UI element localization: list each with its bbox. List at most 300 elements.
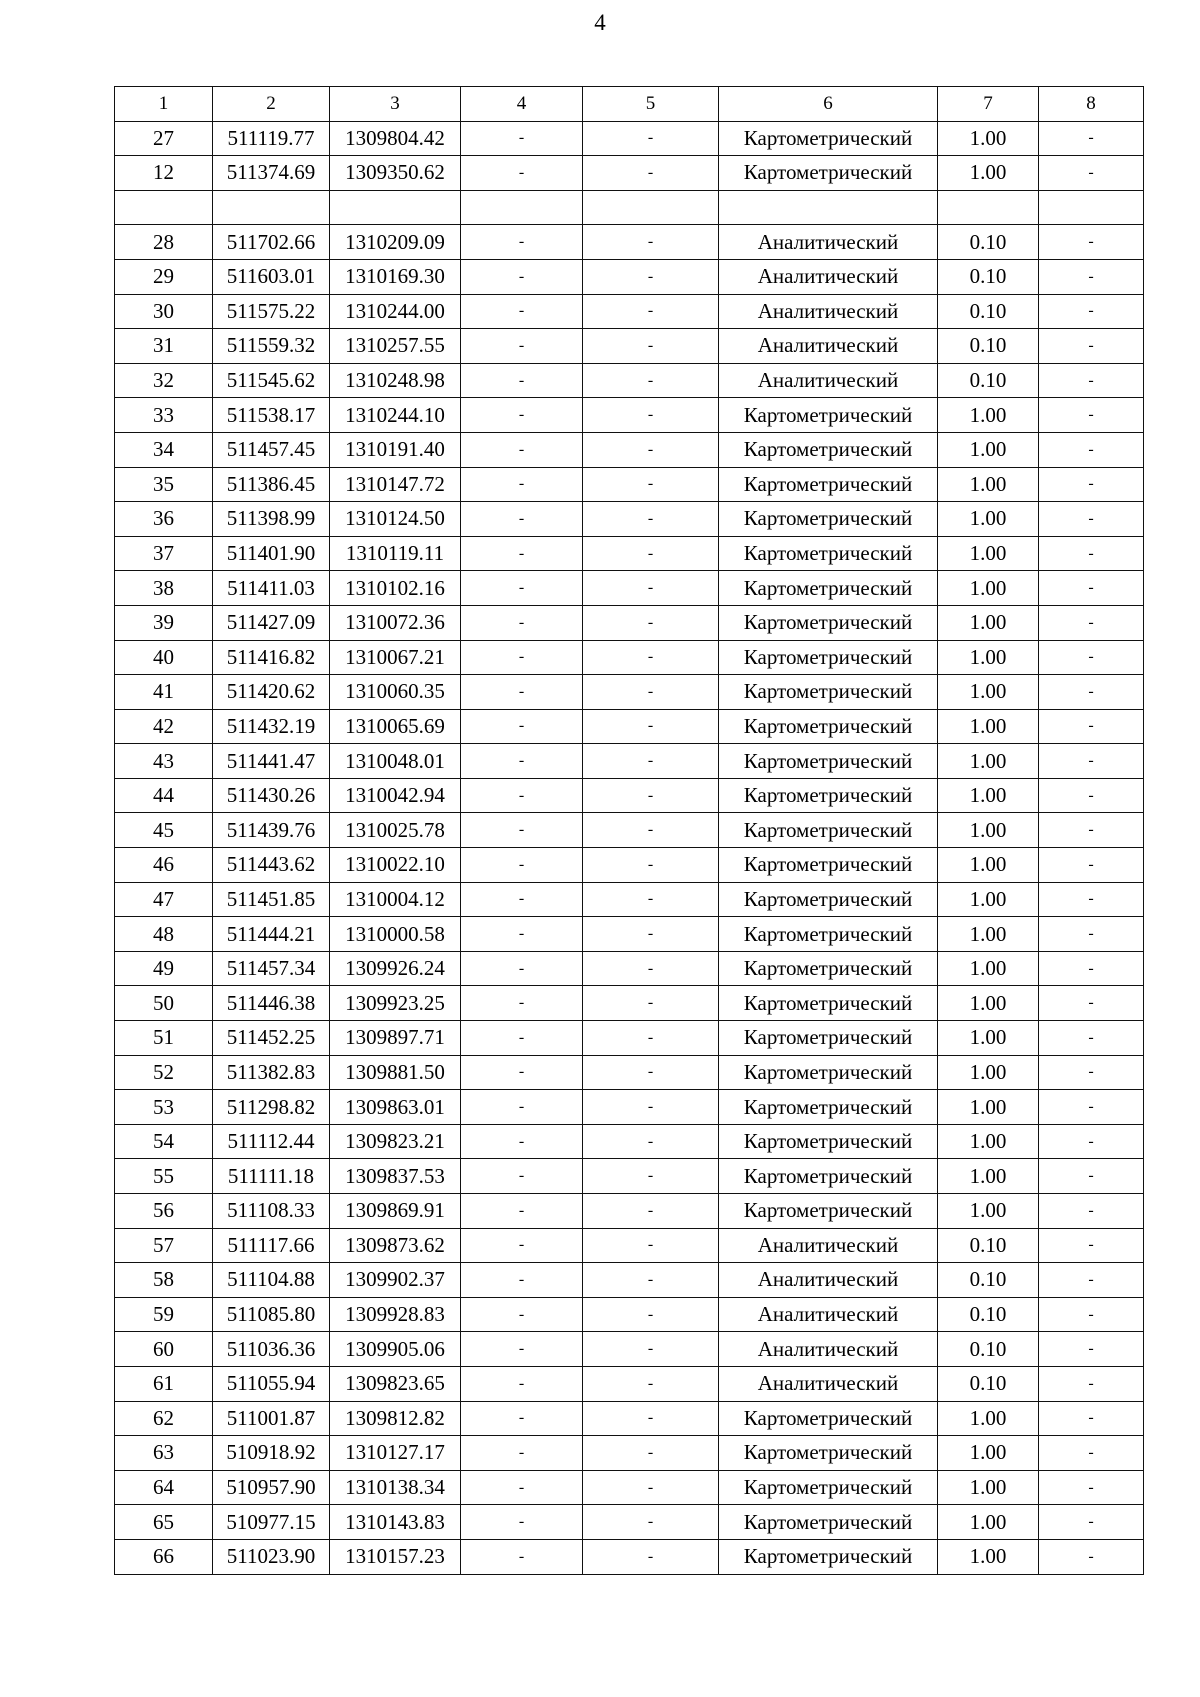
- column-8-cell: -: [1039, 1505, 1144, 1540]
- x-coordinate-cell: 511446.38: [213, 986, 330, 1021]
- column-5-cell: -: [583, 1090, 719, 1125]
- column-5-cell: -: [583, 571, 719, 606]
- point-number-cell: 64: [115, 1470, 213, 1505]
- method-cell: Картометрический: [719, 398, 938, 433]
- accuracy-cell: 1.00: [938, 640, 1039, 675]
- y-coordinate-cell: [330, 190, 461, 225]
- y-coordinate-cell: 1309823.21: [330, 1124, 461, 1159]
- method-cell: Аналитический: [719, 1366, 938, 1401]
- method-cell: Картометрический: [719, 536, 938, 571]
- x-coordinate-cell: 511444.21: [213, 917, 330, 952]
- column-5-cell: -: [583, 121, 719, 156]
- point-number-cell: [115, 190, 213, 225]
- table-row: [115, 882, 1144, 917]
- column-5-cell: -: [583, 778, 719, 813]
- table-row: [115, 1436, 1144, 1471]
- accuracy-cell: 1.00: [938, 156, 1039, 191]
- column-4-cell: -: [461, 744, 583, 779]
- accuracy-cell: 1.00: [938, 813, 1039, 848]
- accuracy-cell: 1.00: [938, 1124, 1039, 1159]
- column-5-cell: -: [583, 1055, 719, 1090]
- column-4-cell: -: [461, 1436, 583, 1471]
- x-coordinate-cell: 511111.18: [213, 1159, 330, 1194]
- column-4-cell: -: [461, 502, 583, 537]
- accuracy-cell: 1.00: [938, 1470, 1039, 1505]
- table-row: [115, 640, 1144, 675]
- point-number-cell: 47: [115, 882, 213, 917]
- point-number-cell: 62: [115, 1401, 213, 1436]
- y-coordinate-cell: 1310067.21: [330, 640, 461, 675]
- method-cell: Картометрический: [719, 502, 938, 537]
- method-cell: Картометрический: [719, 1436, 938, 1471]
- column-8-cell: -: [1039, 1470, 1144, 1505]
- column-5-cell: -: [583, 951, 719, 986]
- column-4-cell: -: [461, 675, 583, 710]
- x-coordinate-cell: 511108.33: [213, 1194, 330, 1229]
- x-coordinate-cell: 510918.92: [213, 1436, 330, 1471]
- table-row: [115, 363, 1144, 398]
- table-row: [115, 1090, 1144, 1125]
- column-8-cell: -: [1039, 571, 1144, 606]
- column-8-cell: -: [1039, 156, 1144, 191]
- column-5-cell: -: [583, 1539, 719, 1574]
- method-cell: Аналитический: [719, 225, 938, 260]
- column-5-cell: -: [583, 1332, 719, 1367]
- column-4-cell: -: [461, 1505, 583, 1540]
- y-coordinate-cell: 1310248.98: [330, 363, 461, 398]
- accuracy-cell: 1.00: [938, 536, 1039, 571]
- y-coordinate-cell: 1309902.37: [330, 1263, 461, 1298]
- accuracy-cell: 1.00: [938, 605, 1039, 640]
- table-row: [115, 1470, 1144, 1505]
- column-5-cell: -: [583, 1297, 719, 1332]
- y-coordinate-cell: 1309897.71: [330, 1021, 461, 1056]
- accuracy-cell: 0.10: [938, 1366, 1039, 1401]
- column-5-cell: -: [583, 1401, 719, 1436]
- column-4-cell: -: [461, 1263, 583, 1298]
- column-4-cell: -: [461, 1090, 583, 1125]
- column-8-cell: -: [1039, 675, 1144, 710]
- column-4-cell: -: [461, 363, 583, 398]
- point-number-cell: 30: [115, 294, 213, 329]
- point-number-cell: 27: [115, 121, 213, 156]
- x-coordinate-cell: 511427.09: [213, 605, 330, 640]
- column-8-cell: -: [1039, 467, 1144, 502]
- column-5-cell: -: [583, 1194, 719, 1229]
- point-number-cell: 44: [115, 778, 213, 813]
- x-coordinate-cell: 511451.85: [213, 882, 330, 917]
- y-coordinate-cell: 1309869.91: [330, 1194, 461, 1229]
- table-row: [115, 986, 1144, 1021]
- column-8-cell: -: [1039, 1021, 1144, 1056]
- table-body: [115, 121, 1144, 1574]
- table-row: [115, 778, 1144, 813]
- x-coordinate-cell: 511398.99: [213, 502, 330, 537]
- y-coordinate-cell: 1309837.53: [330, 1159, 461, 1194]
- y-coordinate-cell: 1310127.17: [330, 1436, 461, 1471]
- x-coordinate-cell: 510957.90: [213, 1470, 330, 1505]
- column-4-cell: -: [461, 1470, 583, 1505]
- table-row: [115, 813, 1144, 848]
- column-8-cell: -: [1039, 882, 1144, 917]
- accuracy-cell: 1.00: [938, 882, 1039, 917]
- accuracy-cell: 0.10: [938, 363, 1039, 398]
- column-8-cell: -: [1039, 1366, 1144, 1401]
- y-coordinate-cell: 1310042.94: [330, 778, 461, 813]
- point-number-cell: 43: [115, 744, 213, 779]
- column-4-cell: -: [461, 156, 583, 191]
- x-coordinate-cell: 511001.87: [213, 1401, 330, 1436]
- column-4-cell: -: [461, 1159, 583, 1194]
- accuracy-cell: 1.00: [938, 986, 1039, 1021]
- point-number-cell: 36: [115, 502, 213, 537]
- x-coordinate-cell: 511119.77: [213, 121, 330, 156]
- table-row: [115, 605, 1144, 640]
- method-cell: Картометрический: [719, 1194, 938, 1229]
- point-number-cell: 29: [115, 259, 213, 294]
- table-row: [115, 675, 1144, 710]
- x-coordinate-cell: 511452.25: [213, 1021, 330, 1056]
- x-coordinate-cell: 511023.90: [213, 1539, 330, 1574]
- method-cell: Картометрический: [719, 1124, 938, 1159]
- column-8-cell: [1039, 190, 1144, 225]
- column-4-cell: -: [461, 536, 583, 571]
- column-header-1: 1: [115, 87, 213, 122]
- method-cell: Аналитический: [719, 1297, 938, 1332]
- point-number-cell: 59: [115, 1297, 213, 1332]
- column-8-cell: -: [1039, 1090, 1144, 1125]
- table-row: [115, 121, 1144, 156]
- column-5-cell: -: [583, 744, 719, 779]
- point-number-cell: 48: [115, 917, 213, 952]
- column-5-cell: -: [583, 1124, 719, 1159]
- column-4-cell: -: [461, 432, 583, 467]
- column-5-cell: -: [583, 709, 719, 744]
- column-5-cell: -: [583, 259, 719, 294]
- column-5-cell: -: [583, 986, 719, 1021]
- y-coordinate-cell: 1310048.01: [330, 744, 461, 779]
- table-row: [115, 1055, 1144, 1090]
- column-5-cell: -: [583, 1228, 719, 1263]
- column-8-cell: -: [1039, 1539, 1144, 1574]
- table-row: [115, 1539, 1144, 1574]
- y-coordinate-cell: 1309923.25: [330, 986, 461, 1021]
- point-number-cell: 51: [115, 1021, 213, 1056]
- table-row: [115, 1124, 1144, 1159]
- accuracy-cell: 1.00: [938, 675, 1039, 710]
- point-number-cell: 40: [115, 640, 213, 675]
- accuracy-cell: 0.10: [938, 1263, 1039, 1298]
- column-5-cell: -: [583, 848, 719, 883]
- x-coordinate-cell: 511411.03: [213, 571, 330, 606]
- column-8-cell: -: [1039, 1263, 1144, 1298]
- column-4-cell: -: [461, 605, 583, 640]
- column-8-cell: -: [1039, 1401, 1144, 1436]
- column-8-cell: -: [1039, 536, 1144, 571]
- accuracy-cell: 0.10: [938, 259, 1039, 294]
- column-4-cell: -: [461, 813, 583, 848]
- column-4-cell: -: [461, 571, 583, 606]
- table-row: [115, 709, 1144, 744]
- table-row: [115, 329, 1144, 364]
- column-8-cell: -: [1039, 398, 1144, 433]
- table-row: [115, 1401, 1144, 1436]
- y-coordinate-cell: 1309804.42: [330, 121, 461, 156]
- table-row: [115, 398, 1144, 433]
- column-4-cell: -: [461, 1194, 583, 1229]
- x-coordinate-cell: 511432.19: [213, 709, 330, 744]
- column-8-cell: -: [1039, 1332, 1144, 1367]
- y-coordinate-cell: 1310124.50: [330, 502, 461, 537]
- accuracy-cell: 1.00: [938, 1090, 1039, 1125]
- column-5-cell: -: [583, 605, 719, 640]
- column-5-cell: -: [583, 502, 719, 537]
- point-number-cell: 32: [115, 363, 213, 398]
- column-8-cell: -: [1039, 363, 1144, 398]
- point-number-cell: 41: [115, 675, 213, 710]
- x-coordinate-cell: [213, 190, 330, 225]
- method-cell: Картометрический: [719, 121, 938, 156]
- accuracy-cell: 0.10: [938, 329, 1039, 364]
- column-8-cell: -: [1039, 1159, 1144, 1194]
- column-4-cell: -: [461, 467, 583, 502]
- table-row: [115, 259, 1144, 294]
- method-cell: Картометрический: [719, 640, 938, 675]
- y-coordinate-cell: 1310025.78: [330, 813, 461, 848]
- table-row: [115, 1297, 1144, 1332]
- x-coordinate-cell: 511374.69: [213, 156, 330, 191]
- point-number-cell: 63: [115, 1436, 213, 1471]
- column-8-cell: -: [1039, 225, 1144, 260]
- point-number-cell: 37: [115, 536, 213, 571]
- method-cell: Аналитический: [719, 1263, 938, 1298]
- y-coordinate-cell: 1310169.30: [330, 259, 461, 294]
- point-number-cell: 61: [115, 1366, 213, 1401]
- column-5-cell: -: [583, 363, 719, 398]
- column-8-cell: -: [1039, 778, 1144, 813]
- accuracy-cell: 1.00: [938, 1539, 1039, 1574]
- column-4-cell: -: [461, 225, 583, 260]
- method-cell: Аналитический: [719, 1332, 938, 1367]
- x-coordinate-cell: 511420.62: [213, 675, 330, 710]
- method-cell: Картометрический: [719, 848, 938, 883]
- column-8-cell: -: [1039, 813, 1144, 848]
- table-row: [115, 1228, 1144, 1263]
- accuracy-cell: 1.00: [938, 398, 1039, 433]
- point-number-cell: 65: [115, 1505, 213, 1540]
- column-5-cell: -: [583, 1263, 719, 1298]
- column-4-cell: -: [461, 1401, 583, 1436]
- column-8-cell: -: [1039, 432, 1144, 467]
- accuracy-cell: 0.10: [938, 294, 1039, 329]
- y-coordinate-cell: 1310143.83: [330, 1505, 461, 1540]
- header-row: [115, 87, 1144, 122]
- y-coordinate-cell: 1309873.62: [330, 1228, 461, 1263]
- point-number-cell: 45: [115, 813, 213, 848]
- method-cell: Аналитический: [719, 329, 938, 364]
- y-coordinate-cell: 1310138.34: [330, 1470, 461, 1505]
- table-row: [115, 1021, 1144, 1056]
- method-cell: Картометрический: [719, 1539, 938, 1574]
- column-8-cell: -: [1039, 1194, 1144, 1229]
- column-5-cell: -: [583, 882, 719, 917]
- point-number-cell: 12: [115, 156, 213, 191]
- x-coordinate-cell: 511457.34: [213, 951, 330, 986]
- column-5-cell: -: [583, 329, 719, 364]
- column-4-cell: -: [461, 640, 583, 675]
- y-coordinate-cell: 1310209.09: [330, 225, 461, 260]
- column-8-cell: -: [1039, 709, 1144, 744]
- column-4-cell: -: [461, 1124, 583, 1159]
- accuracy-cell: 1.00: [938, 951, 1039, 986]
- y-coordinate-cell: 1310065.69: [330, 709, 461, 744]
- method-cell: Картометрический: [719, 986, 938, 1021]
- y-coordinate-cell: 1309863.01: [330, 1090, 461, 1125]
- column-8-cell: -: [1039, 951, 1144, 986]
- table-row: [115, 1194, 1144, 1229]
- column-8-cell: -: [1039, 1297, 1144, 1332]
- point-number-cell: 55: [115, 1159, 213, 1194]
- page-number: 4: [594, 10, 606, 35]
- method-cell: Аналитический: [719, 259, 938, 294]
- column-8-cell: -: [1039, 917, 1144, 952]
- accuracy-cell: 1.00: [938, 1194, 1039, 1229]
- table-row: [115, 432, 1144, 467]
- method-cell: Аналитический: [719, 294, 938, 329]
- y-coordinate-cell: 1310022.10: [330, 848, 461, 883]
- accuracy-cell: 0.10: [938, 1228, 1039, 1263]
- point-number-cell: 49: [115, 951, 213, 986]
- table-row: [115, 536, 1144, 571]
- x-coordinate-cell: 511603.01: [213, 259, 330, 294]
- accuracy-cell: 1.00: [938, 1021, 1039, 1056]
- method-cell: Картометрический: [719, 432, 938, 467]
- column-8-cell: -: [1039, 1055, 1144, 1090]
- accuracy-cell: 1.00: [938, 1055, 1039, 1090]
- point-number-cell: 35: [115, 467, 213, 502]
- table-row: [115, 156, 1144, 191]
- accuracy-cell: 1.00: [938, 467, 1039, 502]
- column-4-cell: -: [461, 1539, 583, 1574]
- column-5-cell: -: [583, 1366, 719, 1401]
- accuracy-cell: 1.00: [938, 502, 1039, 537]
- column-8-cell: -: [1039, 329, 1144, 364]
- column-8-cell: -: [1039, 294, 1144, 329]
- point-number-cell: 33: [115, 398, 213, 433]
- column-5-cell: -: [583, 225, 719, 260]
- column-header-3: 3: [330, 87, 461, 122]
- y-coordinate-cell: 1310147.72: [330, 467, 461, 502]
- column-8-cell: -: [1039, 1228, 1144, 1263]
- x-coordinate-cell: 510977.15: [213, 1505, 330, 1540]
- accuracy-cell: 1.00: [938, 709, 1039, 744]
- point-number-cell: 46: [115, 848, 213, 883]
- column-5-cell: -: [583, 1470, 719, 1505]
- point-number-cell: 57: [115, 1228, 213, 1263]
- accuracy-cell: 1.00: [938, 917, 1039, 952]
- method-cell: Картометрический: [719, 778, 938, 813]
- y-coordinate-cell: 1310119.11: [330, 536, 461, 571]
- column-4-cell: -: [461, 1021, 583, 1056]
- column-4-cell: -: [461, 709, 583, 744]
- column-4-cell: -: [461, 917, 583, 952]
- method-cell: Картометрический: [719, 917, 938, 952]
- column-5-cell: -: [583, 1021, 719, 1056]
- x-coordinate-cell: 511430.26: [213, 778, 330, 813]
- x-coordinate-cell: 511457.45: [213, 432, 330, 467]
- column-header-2: 2: [213, 87, 330, 122]
- column-4-cell: -: [461, 1297, 583, 1332]
- x-coordinate-cell: 511117.66: [213, 1228, 330, 1263]
- point-number-cell: 66: [115, 1539, 213, 1574]
- x-coordinate-cell: 511441.47: [213, 744, 330, 779]
- y-coordinate-cell: 1309823.65: [330, 1366, 461, 1401]
- method-cell: Картометрический: [719, 605, 938, 640]
- y-coordinate-cell: 1310004.12: [330, 882, 461, 917]
- x-coordinate-cell: 511085.80: [213, 1297, 330, 1332]
- x-coordinate-cell: 511538.17: [213, 398, 330, 433]
- column-4-cell: -: [461, 329, 583, 364]
- y-coordinate-cell: 1310244.10: [330, 398, 461, 433]
- method-cell: Картометрический: [719, 1159, 938, 1194]
- column-8-cell: -: [1039, 502, 1144, 537]
- table-row: [115, 917, 1144, 952]
- method-cell: Аналитический: [719, 1228, 938, 1263]
- method-cell: Картометрический: [719, 813, 938, 848]
- accuracy-cell: 0.10: [938, 1297, 1039, 1332]
- column-5-cell: -: [583, 640, 719, 675]
- point-number-cell: 39: [115, 605, 213, 640]
- table-header: [115, 87, 1144, 122]
- column-header-4: 4: [461, 87, 583, 122]
- column-5-cell: -: [583, 536, 719, 571]
- method-cell: Картометрический: [719, 467, 938, 502]
- x-coordinate-cell: 511036.36: [213, 1332, 330, 1367]
- x-coordinate-cell: 511559.32: [213, 329, 330, 364]
- table-row: [115, 744, 1144, 779]
- column-4-cell: -: [461, 1366, 583, 1401]
- point-number-cell: 54: [115, 1124, 213, 1159]
- table-row: [115, 571, 1144, 606]
- x-coordinate-cell: 511104.88: [213, 1263, 330, 1298]
- column-header-5: 5: [583, 87, 719, 122]
- column-4-cell: -: [461, 398, 583, 433]
- table-row: [115, 1159, 1144, 1194]
- x-coordinate-cell: 511382.83: [213, 1055, 330, 1090]
- table-row: [115, 294, 1144, 329]
- accuracy-cell: 1.00: [938, 1436, 1039, 1471]
- point-number-cell: 50: [115, 986, 213, 1021]
- accuracy-cell: 0.10: [938, 225, 1039, 260]
- accuracy-cell: 1.00: [938, 121, 1039, 156]
- point-number-cell: 31: [115, 329, 213, 364]
- accuracy-cell: 1.00: [938, 432, 1039, 467]
- column-8-cell: -: [1039, 744, 1144, 779]
- y-coordinate-cell: 1310000.58: [330, 917, 461, 952]
- column-8-cell: -: [1039, 848, 1144, 883]
- column-8-cell: -: [1039, 986, 1144, 1021]
- column-4-cell: -: [461, 848, 583, 883]
- column-5-cell: -: [583, 294, 719, 329]
- column-4-cell: -: [461, 882, 583, 917]
- column-8-cell: -: [1039, 640, 1144, 675]
- column-5-cell: -: [583, 1159, 719, 1194]
- column-5-cell: -: [583, 1436, 719, 1471]
- method-cell: Картометрический: [719, 1090, 938, 1125]
- column-5-cell: -: [583, 675, 719, 710]
- accuracy-cell: [938, 190, 1039, 225]
- column-4-cell: [461, 190, 583, 225]
